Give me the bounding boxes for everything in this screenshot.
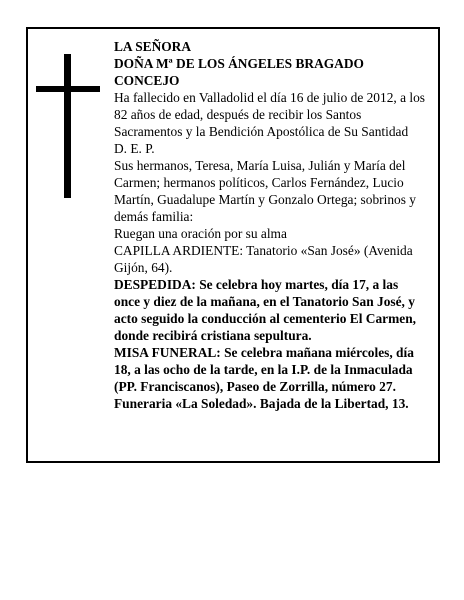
- funeral-mass-info: MISA FUNERAL: Se celebra mañana miércoles, día 18, a las ocho de la tarde, en la I.P. de la Inmaculada (PP. Franciscanos), Paseo de Zorrilla, número 27.: [114, 345, 414, 394]
- farewell-info: DESPEDIDA: Se celebra hoy martes, día 17, a las once y diez de la mañana, en el Tanatorio San José, y acto seguido la conducción al cementerio El Carmen, donde recibirá cristiana sepultura.: [114, 277, 416, 343]
- death-announcement: Ha fallecido en Valladolid el día 16 de julio de 2012, a los 82 años de edad, después de recibir los Santos Sacramentos y la Bendición Apostólica de Su Santidad: [114, 90, 426, 139]
- deceased-name: DOÑA Mª DE LOS ÁNGELES BRAGADO CONCEJO: [114, 56, 364, 88]
- family-list: Sus hermanos, Teresa, María Luisa, Julián y María del Carmen; hermanos políticos, Carlos Fernández, Lucio Martín, Guadalupe Martín y Gonzalo Ortega; sobrinos y demás familia:: [114, 158, 416, 224]
- funeral-home-info: Funeraria «La Soledad». Bajada de la Libertad, 13.: [114, 396, 409, 411]
- cross-vertical-bar: [64, 54, 71, 198]
- cross-icon: [36, 54, 100, 198]
- obituary-text: [114, 38, 426, 412]
- cross-horizontal-bar: [36, 86, 100, 92]
- rip-line: D. E. P.: [114, 141, 155, 156]
- chapel-info: CAPILLA ARDIENTE: Tanatorio «San José» (Avenida Gijón, 64).: [114, 243, 413, 275]
- notice-title: LA SEÑORA: [114, 39, 192, 54]
- prayer-request: Ruegan una oración por su alma: [114, 226, 287, 241]
